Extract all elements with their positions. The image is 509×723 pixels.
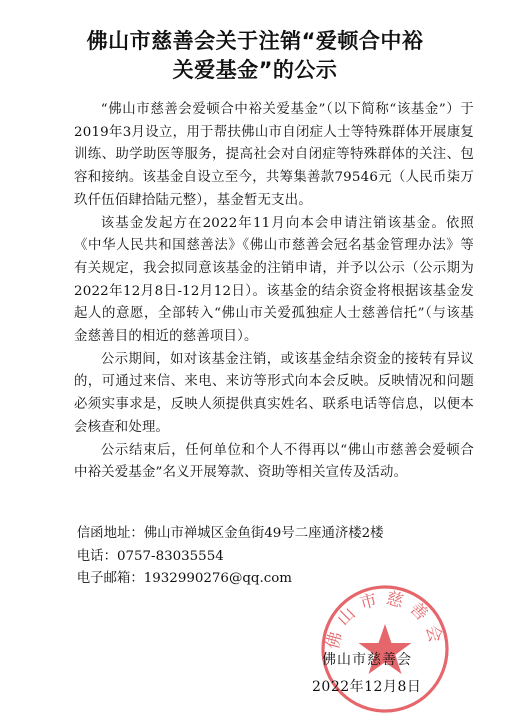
contact-address: 信函地址：佛山市禅城区金鱼街49号二座通济楼2楼 <box>76 526 384 541</box>
notice-title-line-2: 关爱基金”的公示 <box>172 58 338 82</box>
seal-text: 佛山市慈善会 <box>322 588 448 652</box>
contact-block <box>50 523 470 591</box>
paragraph-objection: 公示期间，如对该基金注销，或该基金结余资金的接转有异议的，可通过来信、来电、来访等形式向本会反映。反映情况和问题必须实事求是，反映人须提供真实姓名、联系电话等信息，以便本会核查和处理。 <box>74 351 474 435</box>
paragraph-closing: 公示结束后，任何单位和个人不得再以“佛山市慈善会爱顿合中裕关爱基金”名义开展筹款、资助等相关宣传及活动。 <box>74 442 474 481</box>
paragraph-cancellation: 该基金发起方在2022年11月向本会申请注销该基金。依照《中华人民共和国慈善法》《佛山市慈善会冠名基金管理办法》等有关规定，我会拟同意该基金的注销申请，并予以公示（公示期为2022年12月8日-12月12日）。该基金的结余资金将根据该基金发起人的意愿，全部转入“佛山市关爱孤独症人士慈善信托”（与该基金慈善目的相近的慈善项目）。 <box>74 215 474 345</box>
contact-phone: 电话：0757-83035554 <box>76 548 224 564</box>
notice-title-line-1: 佛山市慈善会关于注销“爱顿合中裕 <box>86 29 424 53</box>
contact-email: 电子邮箱：1932990276@qq.com <box>76 571 292 587</box>
signature-organization: 佛山市慈善会 <box>322 652 412 668</box>
paragraph-founding: “佛山市慈善会爱顿合中裕关爱基金”（以下简称“该基金”）于2019年3月设立，用于帮扶佛山市自闭症人士等特殊群体开展康复训练、助学助医等服务，提高社会对自闭症等特殊群体的关注、包容和接纳。该基金自设立至今，共筹集善款79546元（人民币柒万玖仟伍佰肆拾陆元整），基金暂无支出。 <box>74 102 474 208</box>
signature-date: 2022年12月8日 <box>312 679 422 695</box>
notice-body <box>74 99 474 485</box>
